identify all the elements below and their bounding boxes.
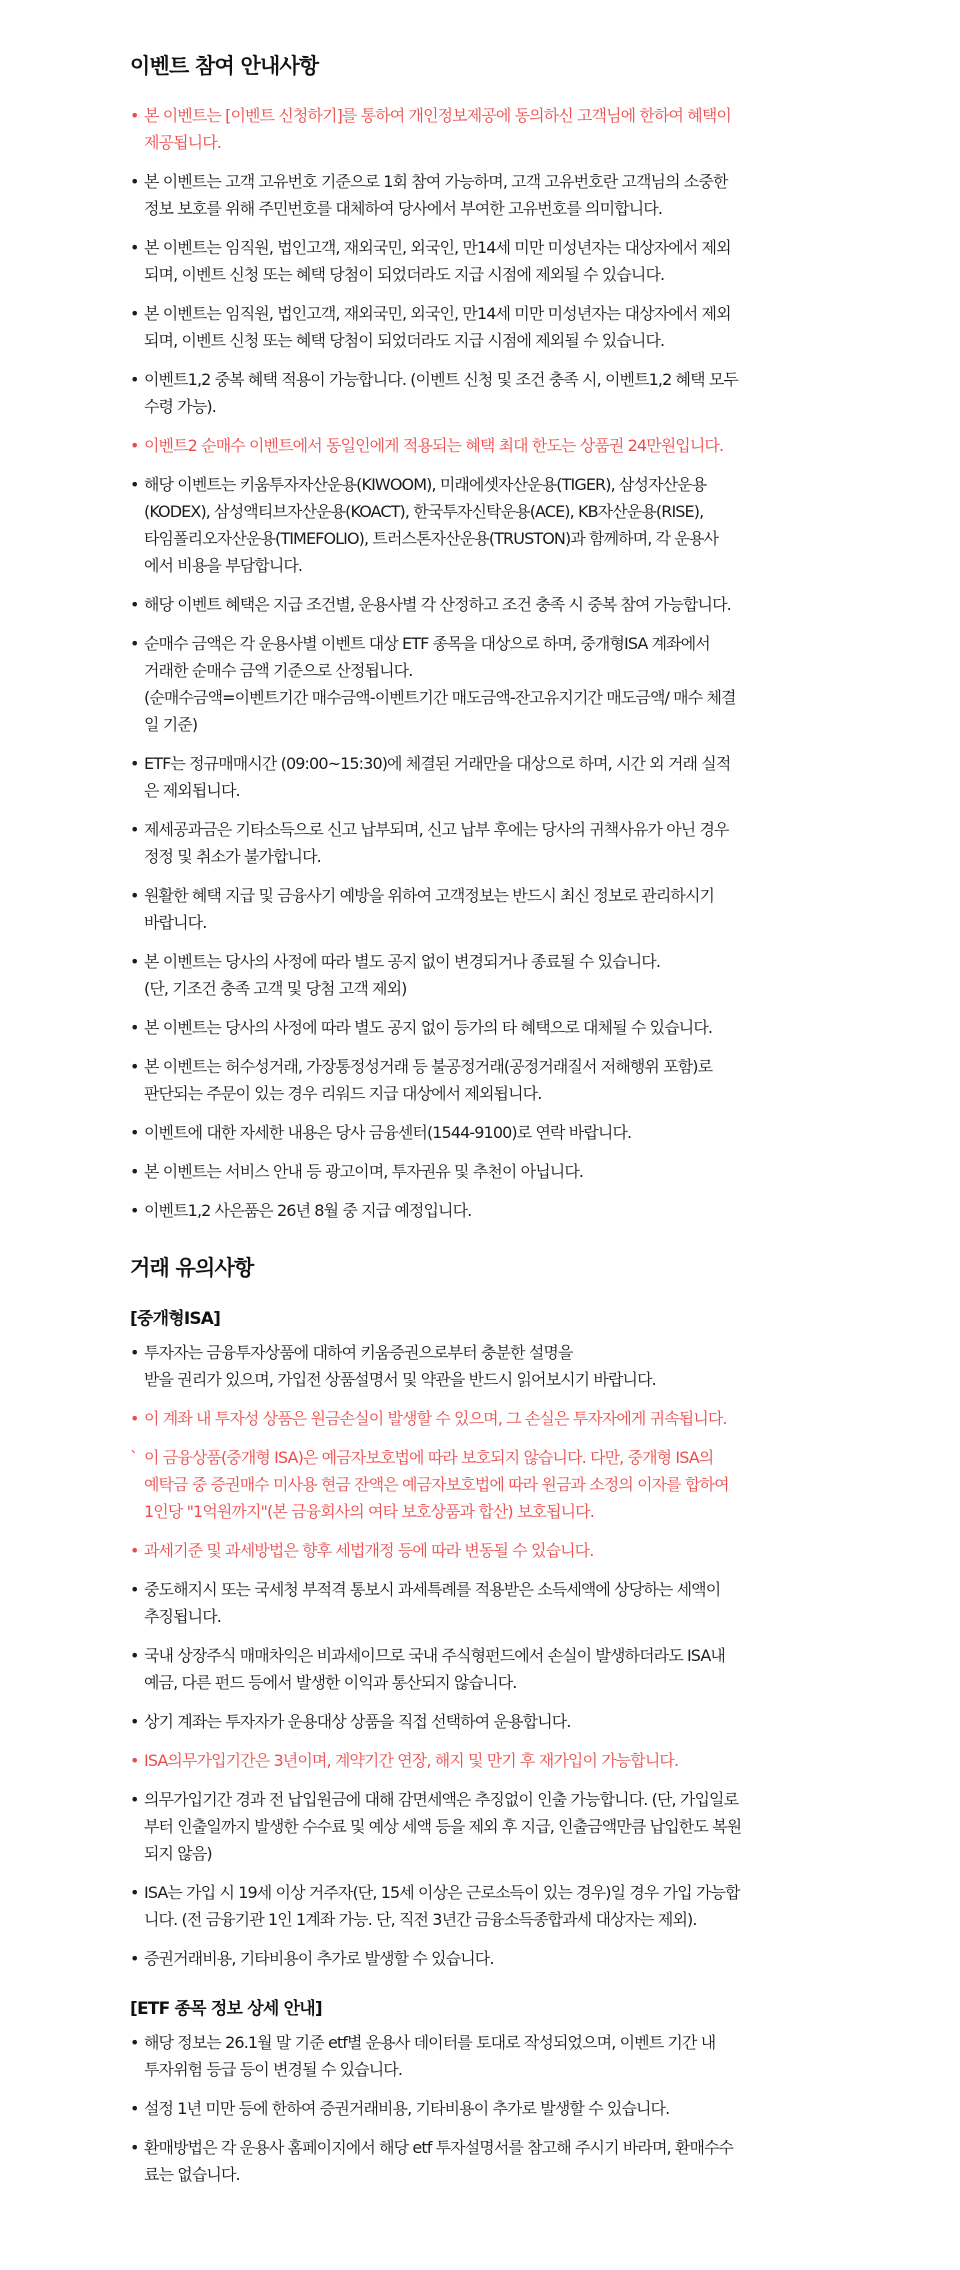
notice-item: ` 이 금융상품(중개형 ISA)은 예금자보호법에 따라 보호되지 않습니다. 다만, 중개형 ISA의 예탁금 중 증권매수 미사용 현금 잔액은 예금자보호법에 따라 원금과 소정의 이자를 합하여 1인당 "1억원까지"(본 금융회사의 여타 보호상품과 합산) 보호됩니다. <box>130 1444 830 1525</box>
notice-item: • 제세공과금은 기타소득으로 신고 납부되며, 신고 납부 후에는 당사의 귀책사유가 아닌 경우 정정 및 취소가 불가합니다. <box>130 816 830 870</box>
event-notice-title: 이벤트 참여 안내사항 <box>130 54 319 78</box>
event-notice-section <box>130 50 830 1224</box>
notice-item: • 이 계좌 내 투자성 상품은 원금손실이 발생할 수 있으며, 그 손실은 투자자에게 귀속됩니다. <box>130 1405 830 1432</box>
notice-item: • ETF는 정규매매시간 (09:00~15:30)에 체결된 거래만을 대상으로 하며, 시간 외 거래 실적 은 제외됩니다. <box>130 750 830 804</box>
notice-item: • 이벤트1,2 사은품은 26년 8월 중 지급 예정입니다. <box>130 1197 830 1224</box>
notice-item: • 설정 1년 미만 등에 한하여 증권거래비용, 기타비용이 추가로 발생할 수 있습니다. <box>130 2095 830 2122</box>
notice-item: • ISA의무가입기간은 3년이며, 계약기간 연장, 해지 및 만기 후 재가입이 가능합니다. <box>130 1747 830 1774</box>
isa-subsection <box>130 1304 830 1972</box>
trade-notice-title: 거래 유의사항 <box>130 1256 254 1280</box>
notice-item: • 의무가입기간 경과 전 납입원금에 대해 감면세액은 추징없이 인출 가능합니다. (단, 가입일로 부터 인출일까지 발생한 수수료 및 예상 세액 등을 제외 후 지급, 인출금액만큼 납입한도 복원 되지 않음) <box>130 1786 830 1867</box>
notice-item: • 이벤트2 순매수 이벤트에서 동일인에게 적용되는 혜택 최대 한도는 상품권 24만원입니다. <box>130 432 830 459</box>
notice-item: • 본 이벤트는 당사의 사정에 따라 별도 공지 없이 등가의 타 혜택으로 대체될 수 있습니다. <box>130 1014 830 1041</box>
notice-item: • 국내 상장주식 매매차익은 비과세이므로 국내 주식형펀드에서 손실이 발생하더라도 ISA내 예금, 다른 펀드 등에서 발생한 이익과 통산되지 않습니다. <box>130 1642 830 1696</box>
notice-item: • 과세기준 및 과세방법은 향후 세법개정 등에 따라 변동될 수 있습니다. <box>130 1537 830 1564</box>
notice-item: • 중도해지시 또는 국세청 부적격 통보시 과세특례를 적용받은 소득세액에 상당하는 세액이 추징됩니다. <box>130 1576 830 1630</box>
etf-subsection <box>130 1994 830 2188</box>
notice-item: • 본 이벤트는 임직원, 법인고객, 재외국민, 외국인, 만14세 미만 미성년자는 대상자에서 제외 되며, 이벤트 신청 또는 혜택 당첨이 되었더라도 지급 시점에 제외될 수 있습니다. <box>130 300 830 354</box>
notice-item: • 환매방법은 각 운용사 홈페이지에서 해당 etf 투자설명서를 참고해 주시기 바라며, 환매수수 료는 없습니다. <box>130 2134 830 2188</box>
notice-item: • 본 이벤트는 고객 고유번호 기준으로 1회 참여 가능하며, 고객 고유번호란 고객님의 소중한 정보 보호를 위해 주민번호를 대체하여 당사에서 부여한 고유번호를 의미합니다. <box>130 168 830 222</box>
notice-item: • 본 이벤트는 [이벤트 신청하기]를 통하여 개인정보제공에 동의하신 고객님에 한하여 혜택이 제공됩니다. <box>130 102 830 156</box>
notice-item: • 본 이벤트는 임직원, 법인고객, 재외국민, 외국인, 만14세 미만 미성년자는 대상자에서 제외 되며, 이벤트 신청 또는 혜택 당첨이 되었더라도 지급 시점에 제외될 수 있습니다. <box>130 234 830 288</box>
notice-item: • 해당 이벤트는 키움투자자산운용(KIWOOM), 미래에셋자산운용(TIGER), 삼성자산운용 (KODEX), 삼성액티브자산운용(KOACT), 한국투자신탁운용(ACE), KB자산운용(RISE), 타임폴리오자산운용(TIMEFOLIO), 트러스톤자산운용(TRUSTON)과 함께하며, 각 운용사 에서 비용을 부담합니다. <box>130 471 830 579</box>
notice-item: • 순매수 금액은 각 운용사별 이벤트 대상 ETF 종목을 대상으로 하며, 중개형ISA 계좌에서 거래한 순매수 금액 기준으로 산정됩니다. (순매수금액=이벤트기간 매수금액-이벤트기간 매도금액-잔고유지기간 매도금액/ 매수 체결 일 기준) <box>130 630 830 738</box>
notice-item: • 상기 계좌는 투자자가 운용대상 상품을 직접 선택하여 운용합니다. <box>130 1708 830 1735</box>
notice-item: • 본 이벤트는 허수성거래, 가장통정성거래 등 불공정거래(공정거래질서 저해행위 포함)로 판단되는 주문이 있는 경우 리워드 지급 대상에서 제외됩니다. <box>130 1053 830 1107</box>
isa-notice-list <box>130 1339 830 1972</box>
event-notice-list <box>130 102 830 1224</box>
trade-notice-section <box>130 1252 830 2188</box>
notice-item: • 원활한 혜택 지급 및 금융사기 예방을 위하여 고객정보는 반드시 최신 정보로 관리하시기 바랍니다. <box>130 882 830 936</box>
isa-subtitle: [중개형ISA] <box>130 1309 221 1329</box>
notice-item: • 본 이벤트는 당사의 사정에 따라 별도 공지 없이 변경되거나 종료될 수 있습니다. (단, 기조건 충족 고객 및 당첨 고객 제외) <box>130 948 830 1002</box>
etf-subtitle: [ETF 종목 정보 상세 안내] <box>130 1999 322 2019</box>
notice-item: • 해당 정보는 26.1월 말 기준 etf별 운용사 데이터를 토대로 작성되었으며, 이벤트 기간 내 투자위험 등급 등이 변경될 수 있습니다. <box>130 2029 830 2083</box>
notice-item: • 해당 이벤트 혜택은 지급 조건별, 운용사별 각 산정하고 조건 충족 시 중복 참여 가능합니다. <box>130 591 830 618</box>
notice-item: • 이벤트에 대한 자세한 내용은 당사 금융센터(1544-9100)로 연락 바랍니다. <box>130 1119 830 1146</box>
notice-item: • ISA는 가입 시 19세 이상 거주자(단, 15세 이상은 근로소득이 있는 경우)일 경우 가입 가능합 니다. (전 금융기관 1인 1계좌 가능. 단, 직전 3년간 금융소득종합과세 대상자는 제외). <box>130 1879 830 1933</box>
etf-notice-list <box>130 2029 830 2188</box>
notice-item: • 본 이벤트는 서비스 안내 등 광고이며, 투자권유 및 추천이 아닙니다. <box>130 1158 830 1185</box>
notice-item: • 투자자는 금융투자상품에 대하여 키움증권으로부터 충분한 설명을 받을 권리가 있으며, 가입전 상품설명서 및 약관을 반드시 읽어보시기 바랍니다. <box>130 1339 830 1393</box>
notice-item: • 이벤트1,2 중복 혜택 적용이 가능합니다. (이벤트 신청 및 조건 충족 시, 이벤트1,2 혜택 모두 수령 가능). <box>130 366 830 420</box>
notice-item: • 증권거래비용, 기타비용이 추가로 발생할 수 있습니다. <box>130 1945 830 1972</box>
